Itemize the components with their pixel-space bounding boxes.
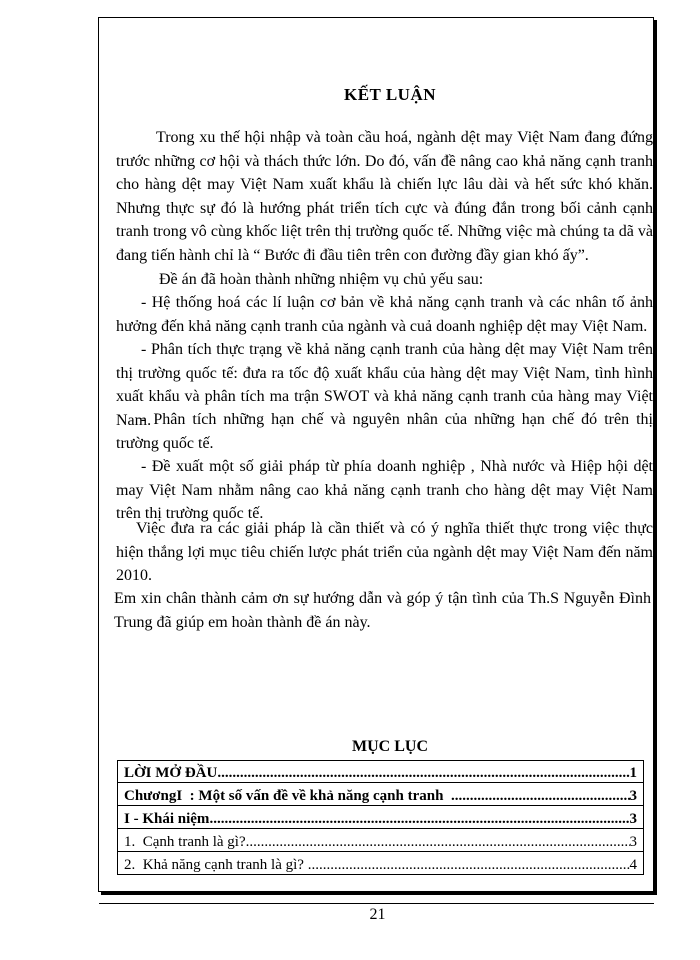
- toc-row[interactable]: [117, 806, 644, 829]
- table-of-contents: [117, 760, 644, 875]
- toc-row-leader: [451, 788, 630, 805]
- toc-row[interactable]: [117, 852, 644, 875]
- paragraph-task-3: - Phân tích những hạn chế và nguyên nhân của những hạn chế đó trên thị trường quốc tế.: [116, 411, 653, 452]
- toc-row-label: I - Khái niệm: [124, 811, 210, 827]
- toc-row-label: 1. Cạnh tranh là gì?: [124, 834, 246, 850]
- paragraph-thanks: Em xin chân thành cảm ơn sự hướng dẫn và góp ý tận tình của Th.S Nguyễn Đình Trung đã giúp em hoàn thành đề án này.: [114, 590, 651, 631]
- toc-row-label: LỜI MỞ ĐẦU: [124, 765, 218, 781]
- toc-row-page: 3: [629, 788, 637, 804]
- toc-row-label: 2. Khả năng cạnh tranh là gì?: [124, 857, 308, 873]
- page-number: 21: [369, 906, 386, 923]
- toc-title: MỤC LỤC: [352, 738, 428, 755]
- toc-row[interactable]: [117, 760, 644, 783]
- footer-divider: [99, 903, 654, 904]
- paragraph-task-1: - Hệ thống hoá các lí luận cơ bản về khả năng cạnh tranh và các nhân tố ảnh hưởng đến khả năng cạnh tranh của ngành và cuả doanh nghiệp dệt may Việt Nam.: [116, 294, 653, 335]
- paragraph-intro: Trong xu thế hội nhập và toàn cầu hoá, ngành dệt may Việt Nam đang đứng trước những cơ hội và thách thức lớn. Do đó, vấn đề nâng cao khả năng cạnh tranh cho hàng dệt may Việt Nam xuất khẩu là chiến lực lâu dài và hết sức khó khăn. Nhưng thực sự đó là hướng phát triển tích cực và đúng đắn trong bối cảnh cạnh tranh trong vô cùng khốc liệt trên thị trường quốc tế. Những việc mà chúng ta dã và đang tiến hành chỉ là “ Bước đi đầu tiên trên con đường đầy gian khó ấy”.: [116, 129, 653, 264]
- paragraph-task-2: - Phân tích thực trạng về khả năng cạnh tranh của hàng dệt may Việt Nam trên thị trường quốc tế: đưa ra tốc độ xuất khẩu của hàng dệt may Việt Nam, tình hình xuất khẩu và phân tích ma trận SWOT và khả năng cạnh tranh của hàng may Việt Nam.: [116, 341, 653, 429]
- toc-row[interactable]: [117, 783, 644, 806]
- toc-row-page: 4: [629, 857, 637, 873]
- paragraph-solutions: Việc đưa ra các giải pháp là cần thiết và có ý nghĩa thiết thực trong việc thực hiện thắng lợi mục tiêu chiến lược phát triển của ngành dệt may Việt Nam đến năm 2010.: [116, 520, 653, 584]
- toc-row-page: 3: [629, 834, 637, 850]
- toc-row[interactable]: [117, 829, 644, 852]
- toc-row-label: ChươngI : Một số vấn đề về khả năng cạnh tranh: [124, 788, 451, 804]
- toc-row-leader: [308, 857, 630, 874]
- paragraph-task-4: - Đề xuất một số giải pháp từ phía doanh nghiệp , Nhà nước và Hiệp hội dệt may Việt Nam nhằm nâng cao khả năng cạnh tranh cho hàng dệt may Việt Nam trên thị trường quốc tế.: [116, 458, 653, 522]
- toc-row-leader: [217, 765, 629, 782]
- toc-row-leader: [209, 811, 629, 828]
- toc-row-leader: [246, 834, 630, 851]
- page-title: KẾT LUẬN: [343, 85, 436, 104]
- toc-row-page: 1: [629, 765, 637, 781]
- toc-row-page: 3: [629, 811, 637, 827]
- paragraph-tasks-intro: Đề án đã hoàn thành những nhiệm vụ chủ yếu sau:: [159, 271, 484, 288]
